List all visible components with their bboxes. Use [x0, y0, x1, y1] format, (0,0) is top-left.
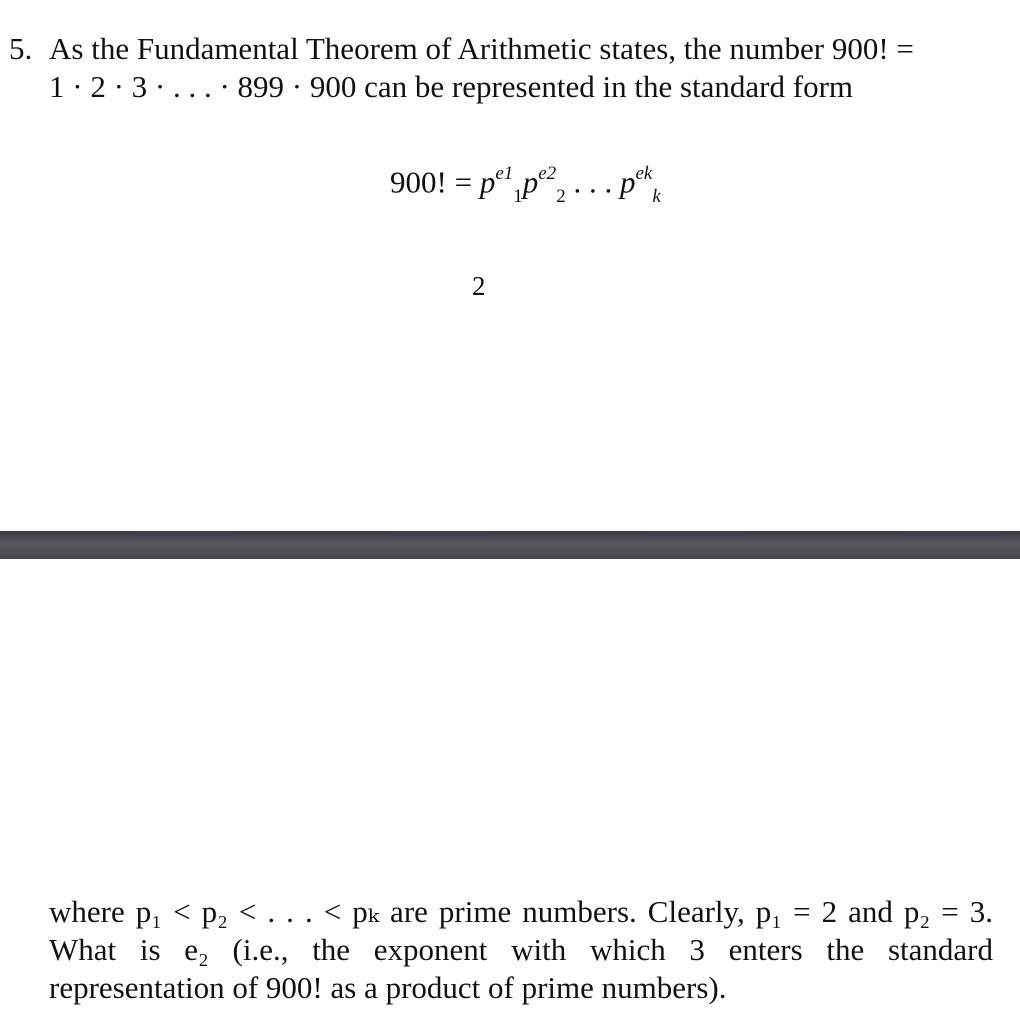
- formula-lhs: 900! =: [390, 164, 480, 200]
- formula-p1-index: 1: [513, 185, 523, 207]
- formula-p2-exponent: e2: [538, 163, 557, 184]
- page-separator-bar: [0, 531, 1020, 559]
- page-number: 2: [472, 271, 486, 301]
- formula-pk: p: [619, 164, 636, 200]
- problem-statement-line-1: As the Fundamental Theorem of Arithmetic states, the number 900! =: [49, 31, 914, 66]
- formula-dots: . . .: [565, 164, 620, 200]
- problem-statement-line-2: 1 · 2 · 3 · . . . · 899 · 900 can be represented in the standard form: [49, 69, 854, 104]
- problem-question-paragraph: where p₁ < p₂ < . . . < pₖ are prime numbers. Clearly, p₁ = 2 and p₂ = 3. What is e₂ (i.e., the exponent with which 3 enters the standard representation of 900! as a product of prime numbers).: [49, 894, 993, 1005]
- formula-p2: p: [522, 164, 539, 200]
- factorization-formula: [390, 156, 661, 215]
- formula-p2-index: 2: [556, 185, 566, 207]
- problem-number: 5.: [9, 31, 33, 66]
- formula-pk-exponent: ek: [635, 163, 653, 184]
- formula-p1: p: [479, 164, 496, 200]
- formula-pk-index: k: [652, 185, 661, 207]
- formula-p1-exponent: e1: [495, 163, 514, 184]
